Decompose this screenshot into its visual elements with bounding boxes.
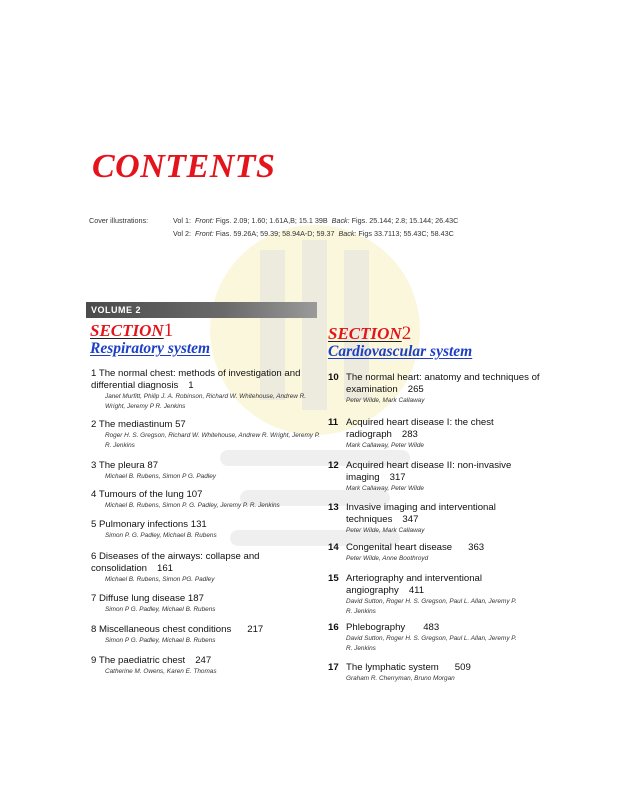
entry-page: 1 — [188, 380, 194, 391]
entry-title: 6 Diseases of the airways: collapse and consolidation — [91, 551, 260, 574]
entry-page: 509 — [454, 662, 471, 673]
entry-page: 483 — [423, 622, 440, 633]
vol1-back-label: Back: — [331, 216, 350, 225]
entry-title: Arteriography and interventional angiography — [346, 573, 482, 596]
entry-number: 12 — [328, 460, 339, 471]
entry-authors: David Sutton, Roger H. S. Gregson, Paul L. Allan, Jeremy P. R. Jenkins — [346, 598, 517, 615]
cover-vol2 — [173, 227, 454, 240]
entry-page: 283 — [401, 429, 418, 440]
section2-name: Cardiovascular system — [328, 343, 473, 360]
vol2-back-label: Back: — [338, 229, 357, 238]
entry-page: 131 — [190, 519, 207, 530]
vol1-front-label: Front: — [194, 216, 214, 225]
entry-authors: Mark Callaway, Peter Wilde — [346, 442, 424, 449]
entry-authors: Simon P. G. Padley, Michael B. Rubens — [105, 532, 217, 539]
entry-authors: Michael B. Rubens, Simon P. G. Padley, Jeremy P. R. Jenkins — [105, 502, 280, 509]
entry-authors: Peter Wilde, Anne Boothroyd — [346, 555, 429, 562]
entry-title: Acquired heart disease II: non-invasive imaging — [346, 460, 512, 483]
vol2-front: Fias. 59.26A; 59.39; 58.94A-D; 59.37 — [215, 229, 335, 238]
entry-number: 10 — [328, 372, 339, 383]
entry-page: 161 — [157, 563, 174, 574]
toc-entry-6[interactable] — [91, 551, 281, 585]
entry-authors: Peter Wilde, Mark Callaway — [346, 527, 425, 534]
entry-page: 187 — [187, 593, 204, 604]
entry-number: 16 — [328, 622, 339, 633]
entry-title: 5 Pulmonary infections — [91, 519, 189, 530]
vol1-front: Figs. 2.09; 1.60; 1.61A,B; 15.1 39B — [215, 216, 328, 225]
entry-number: 15 — [328, 573, 339, 584]
cover-vol1 — [173, 214, 458, 227]
entry-title: Invasive imaging and interventional techniques — [346, 502, 496, 525]
entry-number: 17 — [328, 662, 339, 673]
entry-number: 13 — [328, 502, 339, 513]
entry-page: 317 — [389, 472, 406, 483]
section2-number: 2 — [401, 323, 412, 344]
entry-page: 217 — [247, 624, 264, 635]
entry-authors: Roger H. S. Gregson, Richard W. Whitehouse, Andrew R. Wright, Jeremy P. R. Jenkins — [105, 432, 320, 449]
section2-word: SECTION — [328, 324, 402, 343]
entry-title: 8 Miscellaneous chest conditions — [91, 624, 232, 635]
toc-entry-3[interactable] — [91, 460, 321, 482]
entry-authors: David Sutton, Roger H. S. Gregson, Paul L. Allan, Jeremy P. R. Jenkins — [346, 635, 517, 652]
entry-title: 4 Tumours of the lung — [91, 489, 184, 500]
entry-page: 347 — [402, 514, 419, 525]
entry-page: 363 — [468, 542, 485, 553]
toc-entry-5[interactable] — [91, 519, 321, 541]
section1-name: Respiratory system — [90, 340, 211, 357]
toc-entry-9[interactable] — [91, 655, 321, 677]
entry-authors: Michael B. Rubens, Simon PG. Padley — [105, 576, 215, 583]
entry-authors: Simon P G. Padley, Michael B. Rubens — [105, 637, 216, 644]
vol2-front-label: Front: — [194, 229, 214, 238]
toc-entry-16[interactable] — [328, 622, 543, 654]
entry-page: 107 — [186, 489, 203, 500]
entry-title: Acquired heart disease I: the chest radiograph — [346, 417, 494, 440]
entry-page: 87 — [147, 460, 159, 471]
page-title: CONTENTS — [92, 148, 276, 185]
vol1-label: Vol 1: — [173, 216, 191, 225]
entry-page: 411 — [408, 585, 425, 596]
section1-header — [90, 320, 210, 358]
entry-authors: Catherine M. Owens, Karen E. Thomas — [105, 668, 217, 675]
entry-title: 9 The paediatric chest — [91, 655, 186, 666]
toc-entry-1[interactable] — [91, 368, 321, 412]
entry-authors: Mark Callaway, Peter Wilde — [346, 485, 424, 492]
vol1-back: Figs. 25.144; 2.8; 15.144; 26.43C — [351, 216, 459, 225]
entry-number: 11 — [328, 417, 339, 428]
toc-entry-2[interactable] — [91, 419, 321, 451]
entry-authors: Janet Murfitt, Philip J. A. Robinson, Richard W. Whitehouse, Andrew R. Wright, Jeremy P R. Jenkins — [105, 393, 307, 410]
toc-entry-14[interactable] — [328, 542, 543, 564]
entry-authors: Michael B. Rubens, Simon P G. Padley — [105, 473, 216, 480]
entry-authors: Simon P G. Padley, Michael B. Rubens — [105, 606, 216, 613]
section1-number: 1 — [163, 320, 174, 341]
volume-banner: VOLUME 2 — [86, 302, 317, 318]
entry-number: 14 — [328, 542, 339, 553]
toc-entry-10[interactable] — [328, 372, 543, 406]
toc-entry-11[interactable] — [328, 417, 518, 451]
entry-title: Congenital heart disease — [346, 542, 453, 553]
cover-label: Cover illustrations: — [89, 216, 149, 225]
entry-title: The lymphatic system — [346, 662, 439, 673]
toc-entry-7[interactable] — [91, 593, 321, 615]
entry-page: 247 — [195, 655, 212, 666]
vol2-back: Figs 33.7113; 55.43C; 58.43C — [358, 229, 454, 238]
entry-title: 7 Diffuse lung disease — [91, 593, 186, 604]
entry-title: Phlebography — [346, 622, 406, 633]
entry-title: 2 The mediastinum — [91, 419, 173, 430]
entry-authors: Graham R. Cherryman, Bruno Morgan — [346, 675, 455, 682]
entry-page: 265 — [407, 384, 424, 395]
entry-title: 3 The pleura — [91, 460, 145, 471]
entry-authors: Peter Wilde, Mark Callaway — [346, 397, 425, 404]
section1-word: SECTION — [90, 321, 164, 340]
toc-entry-13[interactable] — [328, 502, 528, 536]
toc-entry-4[interactable] — [91, 489, 321, 511]
toc-entry-12[interactable] — [328, 460, 528, 494]
toc-entry-15[interactable] — [328, 573, 518, 617]
toc-entry-17[interactable] — [328, 662, 543, 684]
section2-header — [328, 323, 472, 361]
entry-title: 1 The normal chest: methods of investigation and differential diagnosis — [91, 368, 301, 391]
toc-entry-8[interactable] — [91, 624, 321, 646]
vol2-label: Vol 2: — [173, 229, 191, 238]
entry-title: The normal heart: anatomy and techniques of examination — [346, 372, 540, 395]
entry-page: 57 — [175, 419, 186, 430]
